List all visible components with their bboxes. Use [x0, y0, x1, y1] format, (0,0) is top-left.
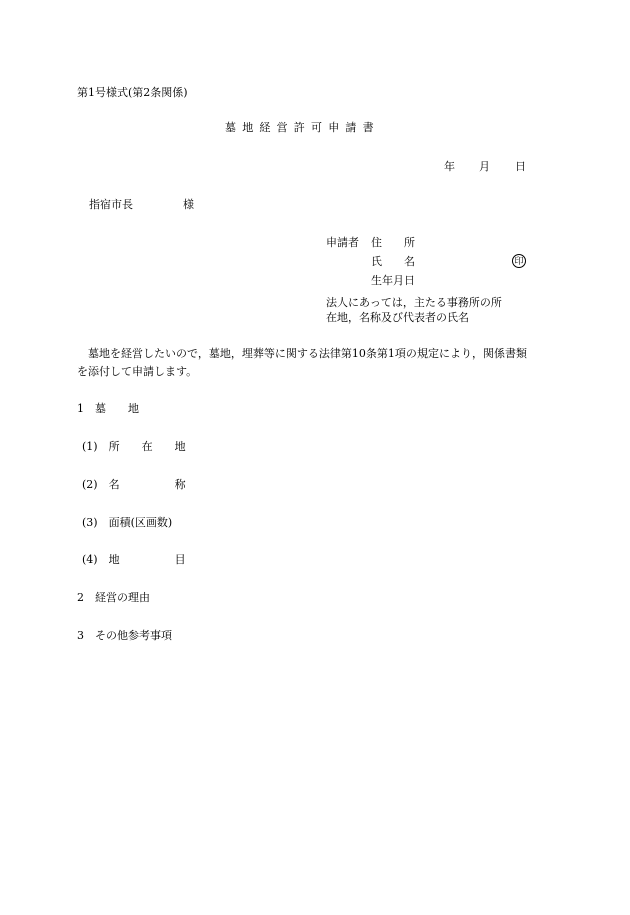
item-number: (1) [82, 440, 98, 453]
date-month-label: 月 [479, 160, 490, 173]
item-number: (2) [82, 478, 98, 491]
corporate-note-line-2: 在地，名称及び代表者の氏名 [326, 311, 469, 324]
applicant-address-label: 住 所 [371, 236, 415, 249]
item-label: 墓 地 [95, 402, 139, 415]
applicant-birthdate-label: 生年月日 [371, 274, 415, 287]
date-day-label: 日 [515, 160, 526, 173]
item-number: (3) [82, 516, 98, 529]
form-number: 第1号様式(第2条関係) [77, 86, 188, 99]
item-number: 3 [77, 629, 84, 642]
application-statement: 墓地を経営したいので，墓地，埋葬等に関する法律第10条第1項の規定により，関係書類を添付して申請します。 [77, 347, 527, 378]
item-label: 所 在 地 [108, 440, 186, 453]
item-location [82, 440, 186, 454]
item-number: 1 [77, 402, 84, 415]
seal-icon: 印 [512, 254, 526, 268]
date-year-label: 年 [444, 160, 455, 173]
item-name [82, 478, 186, 492]
item-label: 名 称 [108, 478, 186, 491]
document-title: 墓地経営許可申請書 [225, 121, 380, 134]
addressee-honorific: 様 [183, 198, 194, 211]
applicant-label: 申請者 [326, 236, 359, 249]
item-label: 経営の理由 [95, 591, 150, 604]
corporate-note-line-1: 法人にあっては，主たる事務所の所 [326, 296, 502, 309]
applicant-name-label: 氏 名 [371, 255, 415, 268]
item-cemetery [77, 402, 139, 416]
item-number: (4) [82, 553, 98, 566]
item-label: 面積(区画数) [108, 516, 173, 529]
item-label: 地 目 [108, 553, 186, 566]
item-number: 2 [77, 591, 84, 604]
item-area [82, 516, 172, 530]
item-land-category [82, 553, 186, 567]
item-label: その他参考事項 [95, 629, 172, 642]
item-reason [77, 591, 150, 605]
addressee-name: 指宿市長 [89, 198, 133, 211]
item-other-notes [77, 629, 172, 643]
